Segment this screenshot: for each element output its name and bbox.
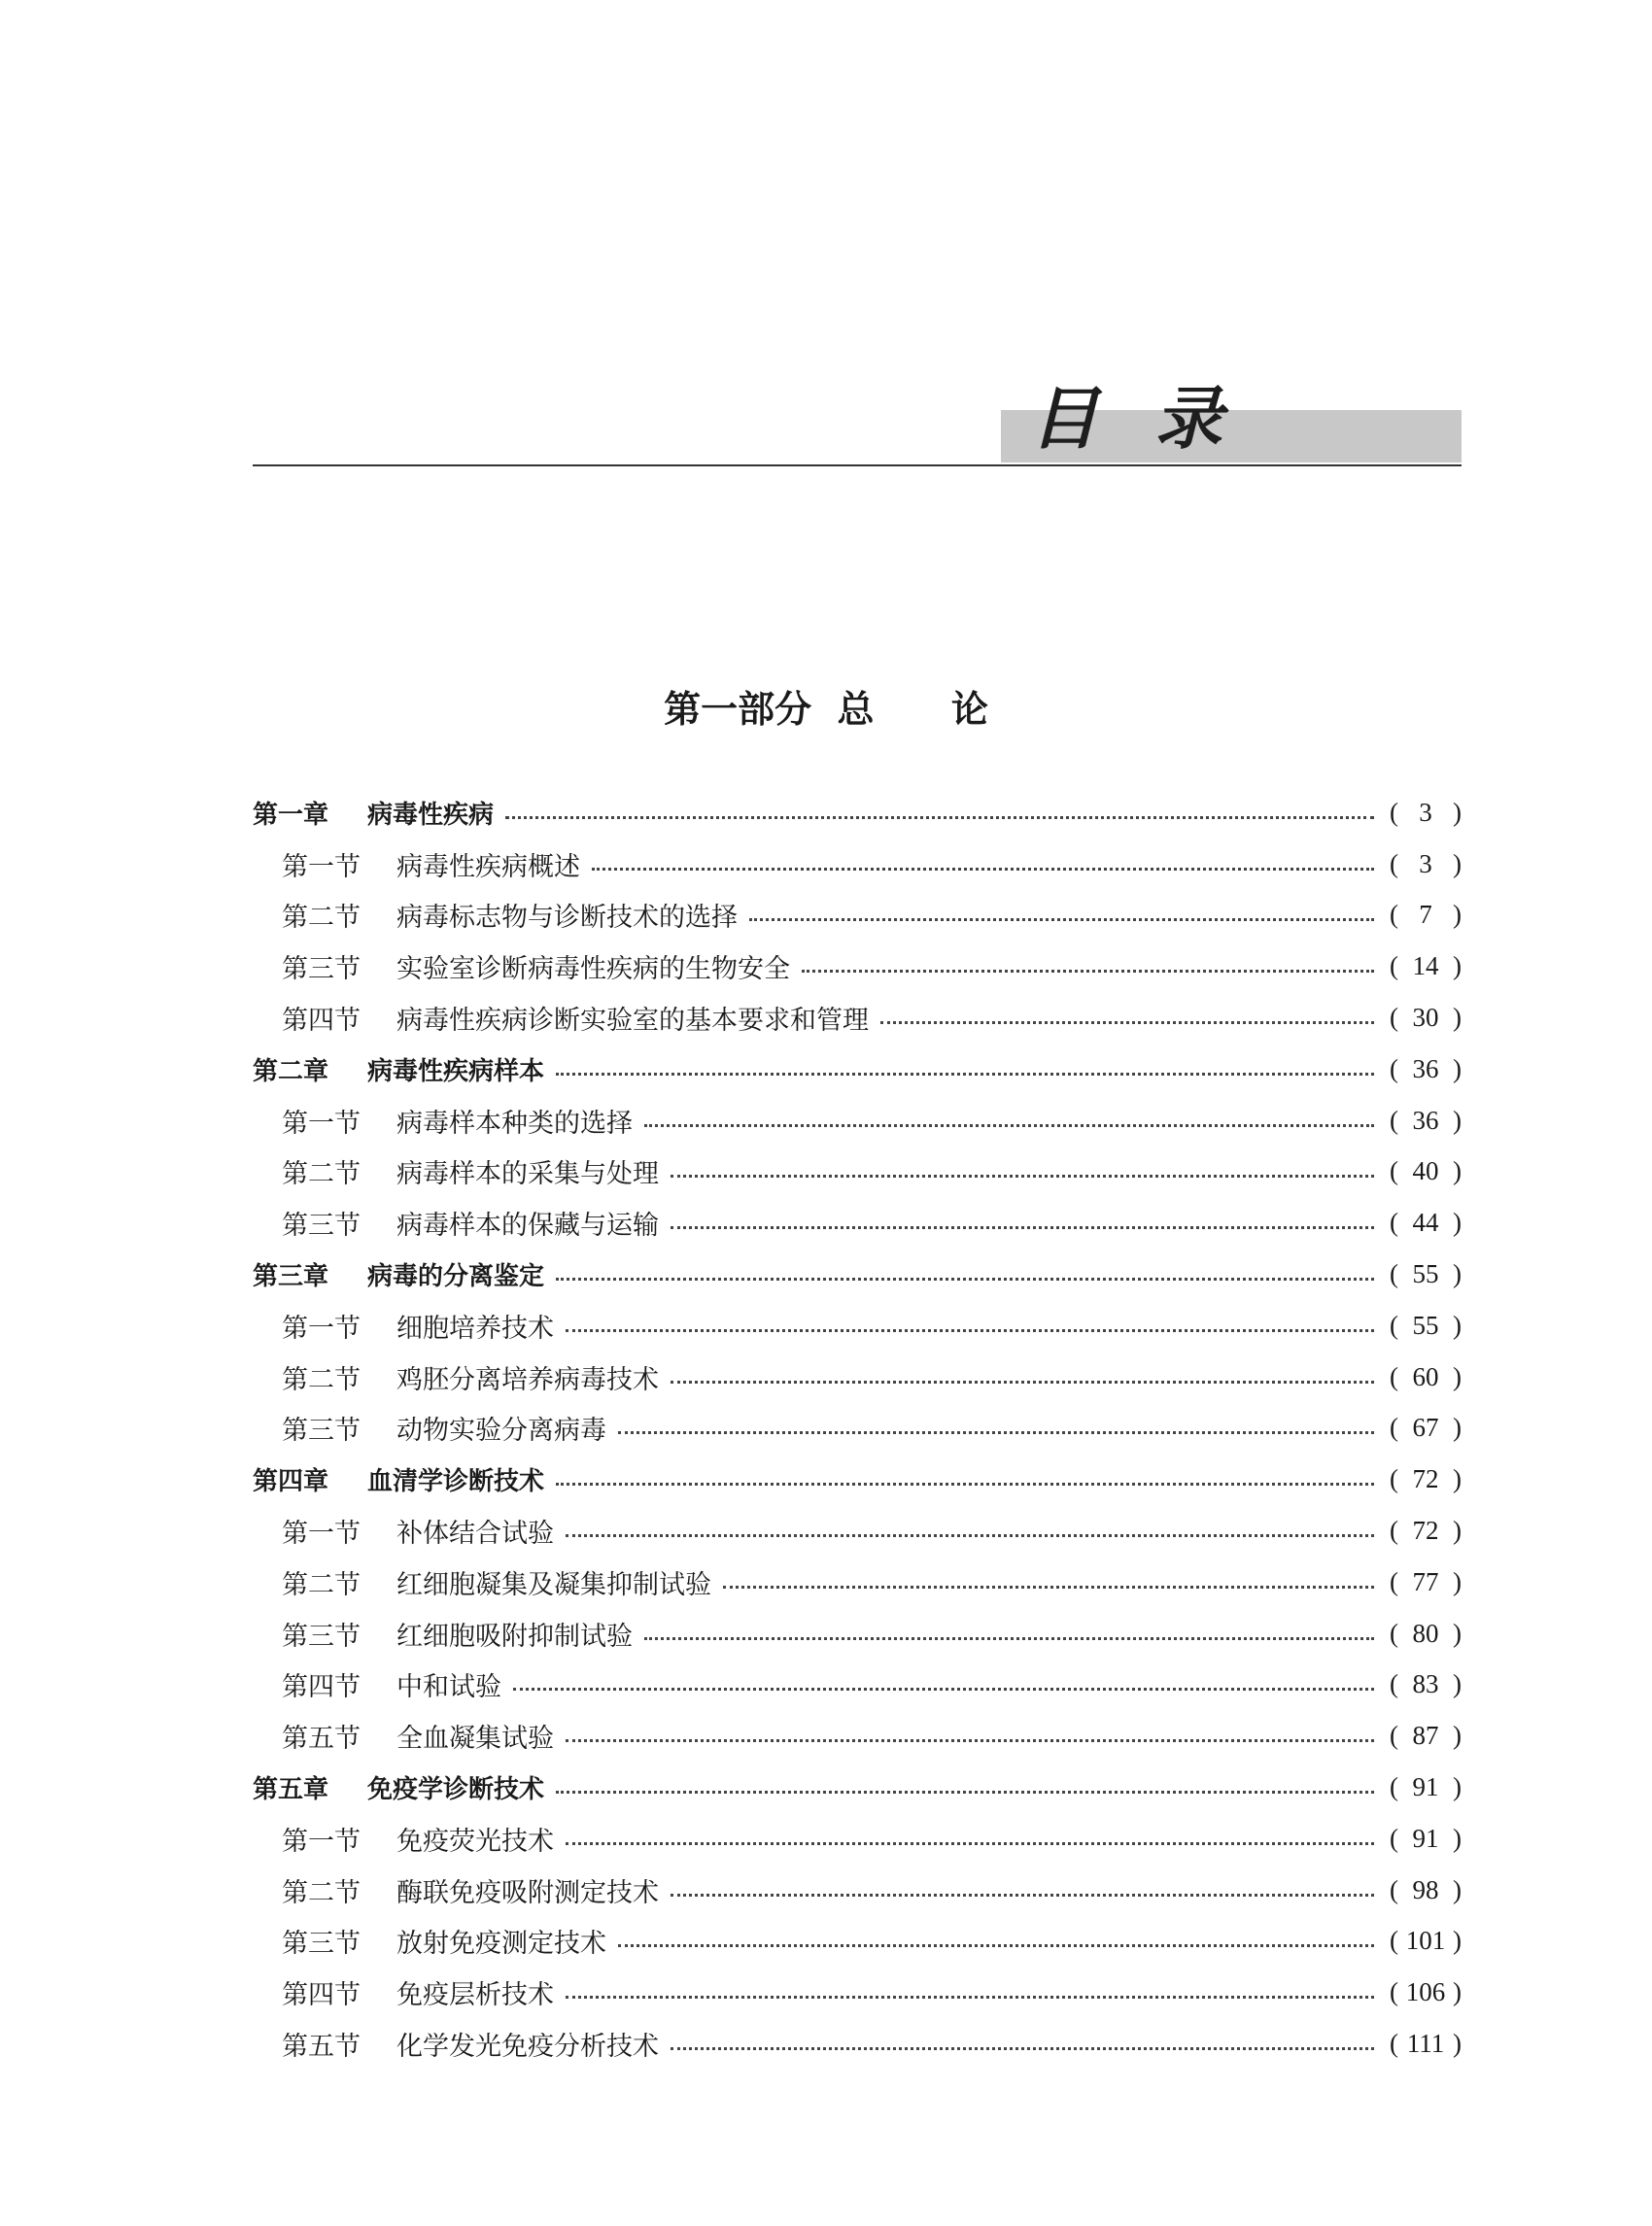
toc-entry-number: 第一节 (282, 1108, 361, 1139)
toc-page-ref (1390, 1208, 1462, 1238)
close-paren: ) (1453, 1874, 1462, 1904)
toc-entry-title: 免疫层析技术 (396, 1980, 554, 2011)
open-paren: ( (1390, 1566, 1398, 1596)
toc-entry-title: 放射免疫测定技术 (396, 1929, 606, 1960)
toc-page-ref (1390, 1106, 1462, 1136)
toc-entry-number: 第四节 (282, 1006, 361, 1037)
page-title: 目录 (1030, 378, 1279, 459)
toc-page-ref (1390, 1156, 1462, 1186)
open-paren: ( (1390, 1208, 1398, 1238)
toc-entry-number: 第一章 (253, 800, 329, 830)
toc-section-row[interactable] (253, 1403, 1462, 1455)
toc-chapter-row[interactable] (253, 1454, 1462, 1505)
toc-page-ref (1390, 1516, 1462, 1546)
toc-entry-number: 第四章 (253, 1467, 329, 1497)
toc-section-row[interactable] (253, 1916, 1462, 1968)
toc-entry-number: 第三节 (282, 1621, 361, 1652)
toc-entry-title: 病毒性疾病样本 (367, 1056, 545, 1086)
toc-entry-number: 第二节 (282, 1877, 361, 1908)
toc-dot-leader (556, 1278, 1374, 1281)
open-paren: ( (1390, 1721, 1398, 1751)
toc-entry-number: 第三节 (282, 954, 361, 985)
toc-dot-leader (880, 1021, 1374, 1024)
toc-page-ref (1390, 1003, 1462, 1033)
toc-entry-title: 病毒性疾病诊断实验室的基本要求和管理 (396, 1006, 869, 1037)
open-paren: ( (1390, 1361, 1398, 1391)
close-paren: ) (1453, 1721, 1462, 1751)
toc-dot-leader (513, 1688, 1374, 1691)
close-paren: ) (1453, 1464, 1462, 1494)
toc-entry-number: 第一节 (282, 851, 361, 882)
toc-entry-number: 第四节 (282, 1980, 361, 2011)
toc-section-row[interactable] (253, 890, 1462, 942)
toc-entry-number: 第一节 (282, 1826, 361, 1857)
toc-page-ref (1390, 1311, 1462, 1341)
toc-page-number: 83 (1412, 1669, 1439, 1699)
close-paren: ) (1453, 1669, 1462, 1699)
open-paren: ( (1390, 1516, 1398, 1546)
open-paren: ( (1390, 1772, 1398, 1802)
open-paren: ( (1390, 2029, 1398, 2059)
open-paren: ( (1390, 1926, 1398, 1956)
toc-page-ref (1390, 1772, 1462, 1802)
toc-page-number: 36 (1412, 1105, 1439, 1135)
toc-entry-number: 第二节 (282, 1159, 361, 1190)
open-paren: ( (1390, 951, 1398, 981)
toc-page-number: 3 (1419, 797, 1432, 827)
toc-dot-leader (556, 1483, 1374, 1486)
close-paren: ) (1453, 1003, 1462, 1033)
toc-page-number: 77 (1412, 1566, 1439, 1596)
toc-page-ref (1390, 1259, 1462, 1289)
close-paren: ) (1453, 1053, 1462, 1083)
toc-page-number: 30 (1412, 1003, 1439, 1033)
toc-dot-leader (566, 1996, 1374, 1999)
open-paren: ( (1390, 1618, 1398, 1648)
toc-page-number: 72 (1412, 1516, 1439, 1546)
toc-entry-number: 第一节 (282, 1313, 361, 1344)
close-paren: ) (1453, 1156, 1462, 1186)
open-paren: ( (1390, 1105, 1398, 1135)
toc-section-row[interactable] (253, 1660, 1462, 1711)
toc-entry-title: 化学发光免疫分析技术 (396, 2032, 659, 2063)
toc-entry-title: 血清学诊断技术 (367, 1467, 545, 1497)
toc-page-ref (1390, 1054, 1462, 1084)
close-paren: ) (1453, 2029, 1462, 2059)
toc-page-number: 40 (1412, 1156, 1439, 1186)
toc-entry-title: 细胞培养技术 (396, 1313, 554, 1344)
title-underline (253, 464, 1462, 466)
toc-entry-title: 病毒样本的保藏与运输 (396, 1211, 659, 1242)
toc-page-ref (1390, 2029, 1462, 2059)
toc-page-number: 14 (1412, 951, 1439, 981)
toc-entry-title: 免疫学诊断技术 (367, 1775, 545, 1805)
close-paren: ) (1453, 1772, 1462, 1802)
toc-dot-leader (618, 1944, 1374, 1947)
toc-dot-leader (566, 1534, 1374, 1537)
open-paren: ( (1390, 1003, 1398, 1033)
toc-chapter-row[interactable] (253, 1044, 1462, 1095)
open-paren: ( (1390, 1413, 1398, 1443)
toc-section-row[interactable] (253, 1557, 1462, 1608)
toc-page-ref (1390, 1875, 1462, 1905)
toc-page-number: 80 (1412, 1618, 1439, 1648)
toc-entry-title: 病毒性疾病概述 (396, 851, 580, 882)
toc-entry-number: 第五节 (282, 1724, 361, 1755)
toc-page-number: 60 (1412, 1361, 1439, 1391)
toc-section-row[interactable] (253, 1608, 1462, 1660)
open-paren: ( (1390, 1464, 1398, 1494)
toc-entry-number: 第三节 (282, 1211, 361, 1242)
toc-page-number: 55 (1412, 1310, 1439, 1340)
toc-entry-number: 第二节 (282, 1364, 361, 1395)
toc-dot-leader (592, 868, 1374, 871)
toc-section-row[interactable] (253, 1300, 1462, 1352)
open-paren: ( (1390, 1669, 1398, 1699)
toc-dot-leader (802, 970, 1374, 973)
toc-section-row[interactable] (253, 941, 1462, 992)
open-paren: ( (1390, 1053, 1398, 1083)
open-paren: ( (1390, 900, 1398, 930)
toc-entry-number: 第二章 (253, 1056, 329, 1086)
toc-page-ref (1390, 1464, 1462, 1494)
open-paren: ( (1390, 1259, 1398, 1289)
toc-page-ref (1390, 1413, 1462, 1443)
toc-section-row[interactable] (253, 1197, 1462, 1249)
toc-entry-number: 第一节 (282, 1519, 361, 1550)
toc-dot-leader (671, 1381, 1374, 1384)
toc-page-number: 91 (1412, 1772, 1439, 1802)
toc-section-row[interactable] (253, 1967, 1462, 2018)
toc-dot-leader (566, 1329, 1374, 1332)
toc-entry-title: 红细胞凝集及凝集抑制试验 (396, 1569, 711, 1600)
toc-chapter-row[interactable] (253, 1762, 1462, 1813)
toc-page-ref (1390, 1567, 1462, 1597)
toc-dot-leader (566, 1739, 1374, 1742)
toc-page-ref (1390, 951, 1462, 981)
toc-entry-number: 第三章 (253, 1262, 329, 1292)
close-paren: ) (1453, 1413, 1462, 1443)
toc-page-ref (1390, 1721, 1462, 1751)
toc-section-row[interactable] (253, 2018, 1462, 2070)
toc-page-number: 36 (1412, 1053, 1439, 1083)
toc-dot-leader (671, 2047, 1374, 2050)
toc-page-ref (1390, 1824, 1462, 1854)
toc-page-ref (1390, 1977, 1462, 2007)
toc-entry-title: 鸡胚分离培养病毒技术 (396, 1364, 659, 1395)
toc-entry-number: 第五章 (253, 1775, 329, 1805)
toc-entry-title: 病毒样本的采集与处理 (396, 1159, 659, 1190)
toc-section-row[interactable] (253, 1813, 1462, 1865)
toc-page-number: 111 (1406, 2029, 1445, 2059)
open-paren: ( (1390, 848, 1398, 878)
toc-page-number: 91 (1412, 1823, 1439, 1853)
toc-section-row[interactable] (253, 1147, 1462, 1198)
toc-page-ref (1390, 849, 1462, 879)
toc-page-ref (1390, 1669, 1462, 1699)
close-paren: ) (1453, 1361, 1462, 1391)
table-of-contents (253, 787, 1462, 2070)
close-paren: ) (1453, 848, 1462, 878)
toc-page-ref (1390, 900, 1462, 930)
toc-page-number: 44 (1412, 1208, 1439, 1238)
toc-entry-title: 病毒的分离鉴定 (367, 1262, 545, 1292)
toc-entry-number: 第三节 (282, 1929, 361, 1960)
close-paren: ) (1453, 1105, 1462, 1135)
toc-dot-leader (644, 1637, 1374, 1640)
toc-dot-leader (671, 1175, 1374, 1178)
toc-page-number: 7 (1419, 900, 1432, 930)
toc-page-ref (1390, 798, 1462, 828)
toc-entry-number: 第二节 (282, 903, 361, 934)
toc-dot-leader (723, 1586, 1374, 1589)
toc-section-row[interactable] (253, 1505, 1462, 1557)
toc-dot-leader (749, 918, 1374, 921)
toc-section-row[interactable] (253, 1095, 1462, 1147)
toc-page-number: 72 (1412, 1464, 1439, 1494)
toc-chapter-row[interactable] (253, 1249, 1462, 1300)
toc-section-row[interactable] (253, 839, 1462, 890)
toc-section-row[interactable] (253, 1710, 1462, 1762)
toc-entry-title: 实验室诊断病毒性疾病的生物安全 (396, 954, 790, 985)
toc-section-row[interactable] (253, 1352, 1462, 1403)
close-paren: ) (1453, 1823, 1462, 1853)
toc-entry-title: 中和试验 (396, 1672, 501, 1703)
toc-entry-title: 酶联免疫吸附测定技术 (396, 1877, 659, 1908)
toc-page-number: 87 (1412, 1721, 1439, 1751)
toc-section-row[interactable] (253, 1865, 1462, 1916)
toc-dot-leader (556, 1073, 1374, 1076)
toc-dot-leader (671, 1894, 1374, 1897)
toc-page-number: 55 (1412, 1259, 1439, 1289)
toc-page-number: 3 (1419, 848, 1432, 878)
close-paren: ) (1453, 1977, 1462, 2007)
toc-entry-number: 第五节 (282, 2032, 361, 2063)
toc-page-number: 106 (1405, 1977, 1446, 2007)
close-paren: ) (1453, 900, 1462, 930)
part-title: 第一部分 总 论 (664, 687, 988, 731)
toc-entry-title: 补体结合试验 (396, 1519, 554, 1550)
toc-chapter-row[interactable] (253, 787, 1462, 839)
open-paren: ( (1390, 797, 1398, 827)
close-paren: ) (1453, 1259, 1462, 1289)
toc-dot-leader (671, 1226, 1374, 1229)
open-paren: ( (1390, 1823, 1398, 1853)
toc-entry-title: 免疫荧光技术 (396, 1826, 554, 1857)
toc-entry-title: 动物实验分离病毒 (396, 1416, 606, 1447)
close-paren: ) (1453, 797, 1462, 827)
close-paren: ) (1453, 1516, 1462, 1546)
toc-dot-leader (618, 1431, 1374, 1434)
toc-dot-leader (566, 1842, 1374, 1845)
toc-page-ref (1390, 1362, 1462, 1392)
open-paren: ( (1390, 1156, 1398, 1186)
close-paren: ) (1453, 1310, 1462, 1340)
close-paren: ) (1453, 1208, 1462, 1238)
close-paren: ) (1453, 951, 1462, 981)
toc-entry-title: 红细胞吸附抑制试验 (396, 1621, 633, 1652)
toc-entry-number: 第二节 (282, 1569, 361, 1600)
toc-page-number: 67 (1412, 1413, 1439, 1443)
toc-entry-title: 病毒样本种类的选择 (396, 1108, 633, 1139)
close-paren: ) (1453, 1566, 1462, 1596)
open-paren: ( (1390, 1310, 1398, 1340)
toc-entry-title: 全血凝集试验 (396, 1724, 554, 1755)
toc-page-ref (1390, 1926, 1462, 1956)
toc-page-number: 101 (1405, 1926, 1446, 1956)
close-paren: ) (1453, 1926, 1462, 1956)
open-paren: ( (1390, 1977, 1398, 2007)
toc-entry-title: 病毒标志物与诊断技术的选择 (396, 903, 738, 934)
toc-entry-title: 病毒性疾病 (367, 800, 495, 830)
toc-section-row[interactable] (253, 992, 1462, 1044)
toc-page-ref (1390, 1619, 1462, 1649)
toc-entry-number: 第四节 (282, 1672, 361, 1703)
close-paren: ) (1453, 1618, 1462, 1648)
toc-dot-leader (505, 816, 1374, 819)
toc-dot-leader (644, 1124, 1374, 1127)
open-paren: ( (1390, 1874, 1398, 1904)
toc-entry-number: 第三节 (282, 1416, 361, 1447)
toc-page-number: 98 (1412, 1874, 1439, 1904)
toc-dot-leader (556, 1791, 1374, 1794)
